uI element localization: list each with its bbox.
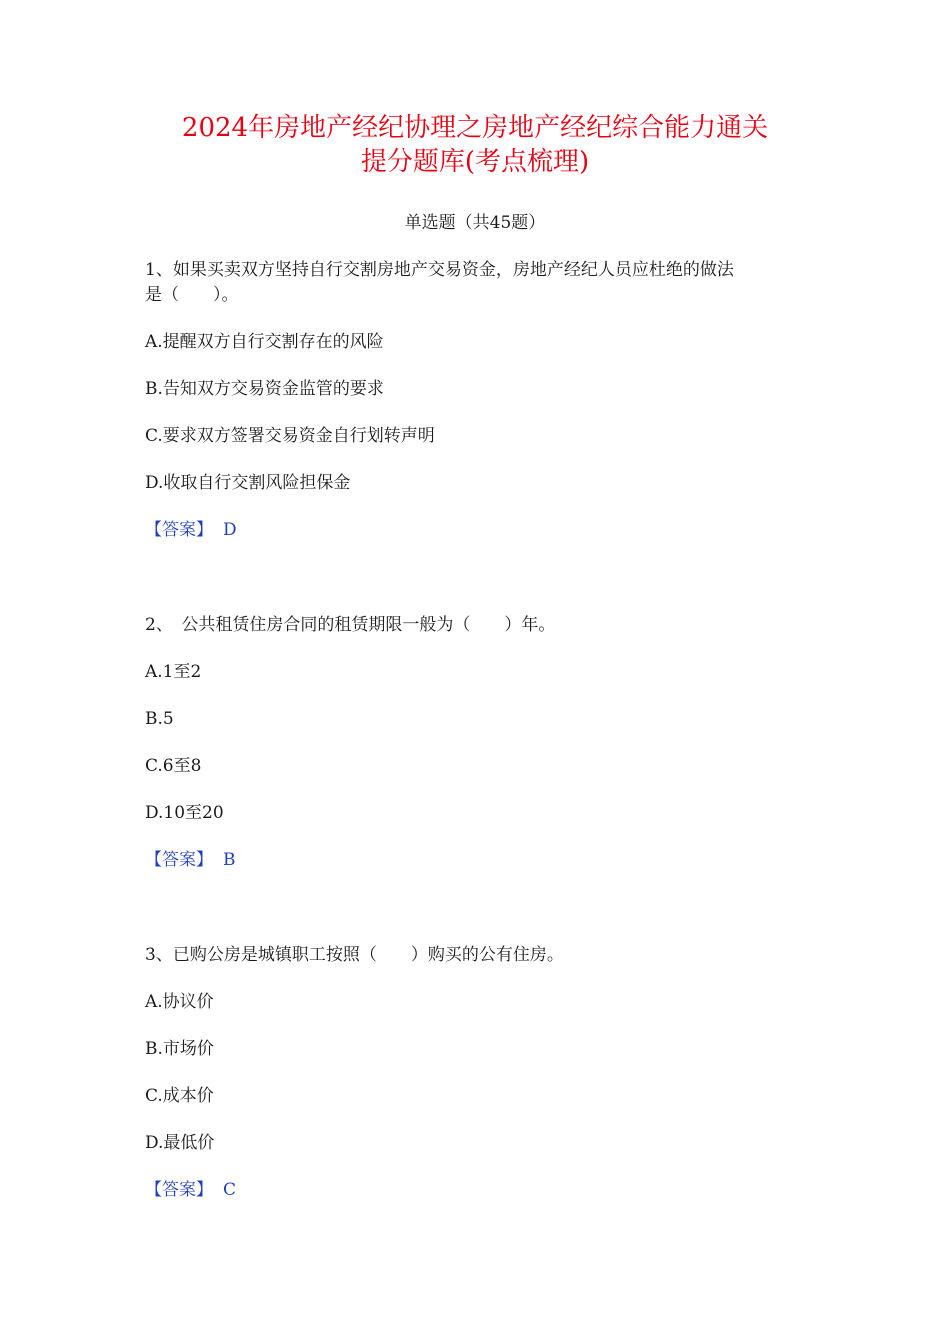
question-1-option-a: A.提醒双方自行交割存在的风险 bbox=[145, 332, 384, 352]
question-2-option-b: B.5 bbox=[145, 709, 174, 729]
question-1-stem-line-2: 是（ ）。 bbox=[145, 285, 239, 305]
question-2-stem: 2、 公共租赁住房合同的租赁期限一般为（ ）年。 bbox=[145, 615, 556, 635]
question-2-answer bbox=[145, 848, 236, 872]
question-2-option-a: A.1至2 bbox=[145, 662, 202, 682]
answer-label: 【答案】 bbox=[145, 520, 213, 540]
question-3-option-d: D.最低价 bbox=[145, 1133, 215, 1153]
question-1-stem-line-1: 1、如果买卖双方坚持自行交割房地产交易资金，房地产经纪人员应杜绝的做法 bbox=[145, 260, 734, 280]
question-1-option-b: B.告知双方交易资金监管的要求 bbox=[145, 379, 384, 399]
answer-label: 【答案】 bbox=[145, 850, 213, 870]
question-3-option-a: A.协议价 bbox=[145, 992, 214, 1012]
question-3-answer bbox=[145, 1178, 236, 1202]
document-title-line-1: 2024年房地产经纪协理之房地产经纪综合能力通关 bbox=[181, 113, 769, 143]
question-3-stem: 3、已购公房是城镇职工按照（ ）购买的公有住房。 bbox=[145, 945, 564, 965]
answer-value: B bbox=[223, 850, 236, 870]
answer-value: C bbox=[223, 1180, 237, 1200]
section-heading: 单选题（共45题） bbox=[404, 213, 546, 233]
question-2-option-c: C.6至8 bbox=[145, 756, 202, 776]
answer-label: 【答案】 bbox=[145, 1180, 213, 1200]
document-title-line-2: 提分题库(考点梳理) bbox=[360, 147, 590, 177]
question-1-option-d: D.收取自行交割风险担保金 bbox=[145, 473, 351, 493]
question-1-option-c: C.要求双方签署交易资金自行划转声明 bbox=[145, 426, 435, 446]
question-1-answer bbox=[145, 518, 237, 542]
question-3-option-c: C.成本价 bbox=[145, 1086, 214, 1106]
question-2-option-d: D.10至20 bbox=[145, 803, 224, 823]
answer-value: D bbox=[223, 520, 237, 540]
question-3-option-b: B.市场价 bbox=[145, 1039, 214, 1059]
